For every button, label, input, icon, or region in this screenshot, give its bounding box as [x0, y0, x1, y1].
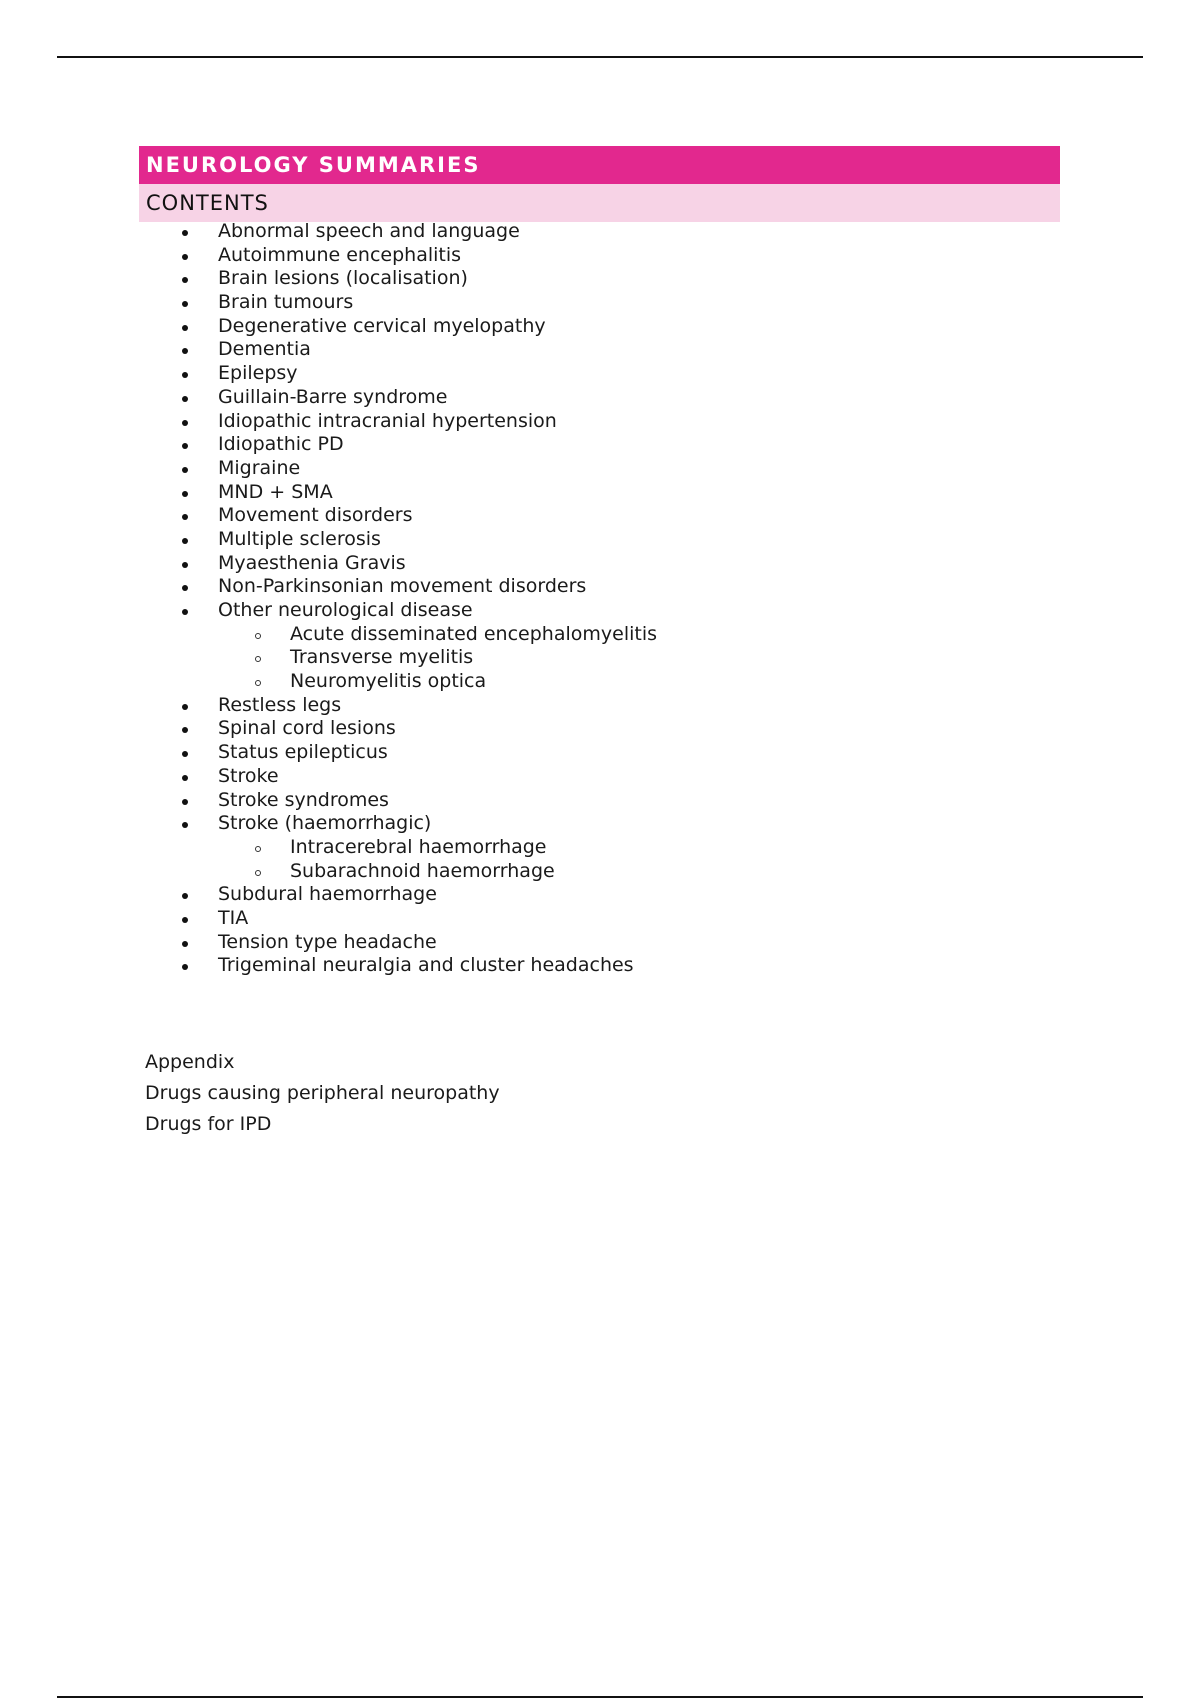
toc-item-label: Trigeminal neuralgia and cluster headaches — [218, 954, 634, 977]
toc-item-label: Movement disorders — [218, 504, 413, 527]
toc-item-label: Restless legs — [218, 693, 342, 716]
toc-item-label: Other neurological disease — [218, 599, 473, 621]
hollow-bullet-icon — [255, 633, 261, 639]
toc-item-label: Idiopathic intracranial hypertension — [218, 409, 557, 432]
appendix-item[interactable]: Drugs causing peripheral neuropathy — [145, 1082, 500, 1104]
hollow-bullet-icon — [255, 680, 261, 686]
bullet-icon — [182, 348, 188, 354]
toc-item-label: Neuromyelitis optica — [290, 670, 487, 693]
toc-item-label: Multiple sclerosis — [218, 527, 381, 550]
toc-item-label: Autoimmune encephalitis — [218, 243, 462, 266]
hollow-bullet-icon — [255, 846, 261, 852]
bullet-icon — [182, 538, 188, 544]
hollow-bullet-icon — [255, 870, 261, 876]
toc-item-label: Myaesthenia Gravis — [218, 551, 406, 574]
contents-heading: CONTENTS — [146, 191, 269, 215]
toc-item-label: MND + SMA — [218, 480, 333, 503]
bullet-icon — [182, 941, 188, 947]
header-rule — [57, 56, 1143, 58]
bullet-icon — [182, 254, 188, 260]
bullet-icon — [182, 514, 188, 520]
bullet-icon — [182, 443, 188, 449]
bullet-icon — [182, 325, 188, 331]
appendix-list — [145, 1047, 500, 1140]
toc-item-label: Transverse myelitis — [290, 646, 474, 669]
hollow-bullet-icon — [255, 656, 261, 662]
toc-item-label: Epilepsy — [218, 362, 298, 385]
footer-rule — [57, 1696, 1143, 1698]
toc-item-label: Brain tumours — [218, 291, 354, 314]
toc-item-label: Acute disseminated encephalomyelitis — [290, 622, 658, 645]
toc-item-label: Spinal cord lesions — [218, 717, 396, 740]
toc-item-label: Intracerebral haemorrhage — [290, 835, 547, 858]
bullet-icon — [182, 372, 188, 378]
bullet-icon — [182, 277, 188, 283]
bullet-icon — [182, 301, 188, 307]
bullet-icon — [182, 562, 188, 568]
bullet-icon — [182, 396, 188, 402]
bullet-icon — [182, 230, 188, 236]
bullet-icon — [182, 964, 188, 970]
bullet-icon — [182, 727, 188, 733]
bullet-icon — [182, 751, 188, 757]
appendix-item[interactable]: Drugs for IPD — [145, 1113, 272, 1135]
page-title: NEUROLOGY SUMMARIES — [146, 153, 481, 177]
toc-item-label: Non-Parkinsonian movement disorders — [218, 575, 587, 598]
toc-item-label: Stroke (haemorrhagic) — [218, 812, 432, 835]
toc-item-label: Guillain-Barre syndrome — [218, 385, 448, 408]
bullet-icon — [182, 704, 188, 710]
bullet-icon — [182, 491, 188, 497]
toc-item-label: Idiopathic PD — [218, 433, 344, 456]
toc-item-label: Stroke — [218, 764, 279, 787]
bullet-icon — [182, 799, 188, 805]
bullet-icon — [182, 609, 188, 615]
bullet-icon — [182, 467, 188, 473]
appendix-heading: Appendix — [145, 1051, 235, 1073]
toc-item-label: Dementia — [218, 338, 311, 361]
toc-item-label: Brain lesions (localisation) — [218, 267, 468, 290]
toc-item-label: Tension type headache — [218, 930, 437, 953]
bullet-icon — [182, 893, 188, 899]
contents-banner — [139, 184, 1060, 222]
toc-item-label: Status epilepticus — [218, 741, 388, 764]
toc-item-label: Subarachnoid haemorrhage — [290, 859, 555, 882]
bullet-icon — [182, 585, 188, 591]
bullet-icon — [182, 775, 188, 781]
toc-item-label: Degenerative cervical myelopathy — [218, 314, 546, 337]
title-banner — [139, 146, 1060, 184]
bullet-icon — [182, 917, 188, 923]
toc-item-label: TIA — [218, 906, 249, 929]
bullet-icon — [182, 420, 188, 426]
bullet-icon — [182, 822, 188, 828]
toc-item-label: Subdural haemorrhage — [218, 883, 437, 906]
toc-item-label: Migraine — [218, 456, 301, 479]
toc-item-label: Stroke syndromes — [218, 788, 389, 811]
toc-item-label: Abnormal speech and language — [218, 220, 520, 242]
